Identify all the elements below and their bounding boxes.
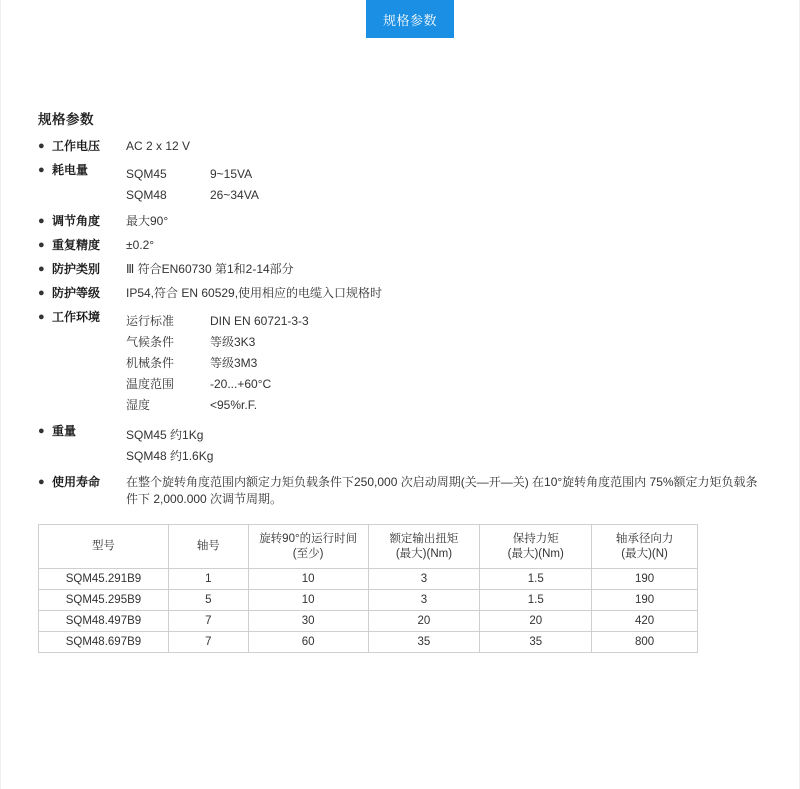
cell-model: SQM45.295B9 bbox=[39, 590, 169, 611]
environment-value-3: -20...+60°C bbox=[210, 377, 272, 391]
spec-label-voltage: 工作电压 bbox=[52, 139, 101, 153]
bullet-icon: ● bbox=[38, 215, 45, 227]
weight-value-2: SQM48 约1.6Kg bbox=[126, 449, 214, 463]
environment-key-1: 气候条件 bbox=[126, 335, 175, 349]
cell-model: SQM45.291B9 bbox=[39, 569, 169, 590]
table-header-holding-line1: 保持力矩 bbox=[512, 532, 559, 545]
spec-label-service-life: 使用寿命 bbox=[52, 475, 101, 489]
table-header-runtime-line1: 旋转90°的运行时间 bbox=[259, 532, 358, 545]
table-header-shaft-line1: 轴号 bbox=[196, 540, 220, 552]
spec-label-angle: 调节角度 bbox=[52, 214, 101, 228]
table-header-model bbox=[39, 525, 169, 569]
spec-item-angle bbox=[38, 213, 762, 230]
spec-value-protection-class: Ⅲ 符合EN60730 第1和2-14部分 bbox=[126, 262, 294, 276]
spec-value-protection-level: IP54,符合 EN 60529,使用相应的电缆入口规格时 bbox=[126, 286, 383, 300]
spec-label-weight: 重量 bbox=[52, 424, 77, 438]
environment-standard-value: DIN EN 60721-3-3 bbox=[210, 314, 309, 328]
table-header-radial-line1: 轴承径向力 bbox=[615, 532, 674, 545]
cell-torque: 20 bbox=[368, 611, 480, 632]
tab-specifications-label: 规格参数 bbox=[382, 12, 437, 28]
spec-item-weight bbox=[38, 423, 762, 467]
spec-item-protection-level bbox=[38, 285, 762, 302]
power-model-2: SQM48 bbox=[126, 188, 167, 202]
spec-label-power: 耗电量 bbox=[52, 163, 89, 177]
cell-runtime: 30 bbox=[248, 611, 368, 632]
cell-holding: 35 bbox=[480, 632, 592, 653]
bullet-icon: ● bbox=[38, 263, 45, 275]
power-model-1: SQM45 bbox=[126, 167, 167, 181]
spec-value-angle: 最大90° bbox=[126, 214, 169, 228]
cell-torque: 3 bbox=[368, 569, 480, 590]
spec-value-service-life: 在整个旋转角度范围内额定力矩负载条件下250,000 次启动周期(关—开—关) 在10°旋转角度范围内 75%额定力矩负载条件下 2,000.000 次调节周期。 bbox=[126, 475, 758, 506]
cell-torque: 3 bbox=[368, 590, 480, 611]
weight-value-1: SQM45 约1Kg bbox=[126, 428, 204, 442]
table-header-radial-line2: (最大)(N) bbox=[621, 547, 668, 560]
cell-torque: 35 bbox=[368, 632, 480, 653]
environment-value-2: 等级3M3 bbox=[210, 356, 258, 370]
cell-radial: 420 bbox=[592, 611, 698, 632]
cell-holding: 20 bbox=[480, 611, 592, 632]
tab-specifications[interactable] bbox=[366, 0, 454, 38]
bullet-icon: ● bbox=[38, 140, 45, 152]
cell-radial: 800 bbox=[592, 632, 698, 653]
page-edge-left bbox=[0, 0, 1, 789]
cell-shaft: 1 bbox=[168, 569, 248, 590]
table-header-runtime bbox=[248, 525, 368, 569]
bullet-icon: ● bbox=[38, 287, 45, 299]
table-header-torque-line2: (最大)(Nm) bbox=[395, 547, 453, 560]
table-header-holding-line2: (最大)(Nm) bbox=[507, 547, 564, 560]
table-row bbox=[39, 632, 698, 653]
table-row bbox=[39, 611, 698, 632]
cell-shaft: 7 bbox=[168, 611, 248, 632]
environment-key-3: 温度范围 bbox=[126, 377, 175, 391]
cell-runtime: 10 bbox=[248, 569, 368, 590]
table-header-row bbox=[39, 525, 698, 569]
cell-model: SQM48.497B9 bbox=[39, 611, 169, 632]
cell-runtime: 10 bbox=[248, 590, 368, 611]
environment-value-4: <95%r.F. bbox=[210, 398, 258, 412]
table-header-model-line1: 型号 bbox=[91, 540, 115, 552]
environment-key-4: 湿度 bbox=[126, 398, 151, 412]
table-header-torque bbox=[368, 525, 480, 569]
bullet-icon: ● bbox=[38, 239, 45, 251]
cell-radial: 190 bbox=[592, 590, 698, 611]
cell-shaft: 5 bbox=[168, 590, 248, 611]
spec-list bbox=[38, 138, 762, 508]
spec-label-environment: 工作环境 bbox=[52, 310, 101, 324]
table-row bbox=[39, 569, 698, 590]
spec-label-protection-level: 防护等级 bbox=[52, 286, 101, 300]
spec-item-repeat-accuracy bbox=[38, 237, 762, 254]
power-value-2: 26~34VA bbox=[210, 188, 259, 202]
cell-runtime: 60 bbox=[248, 632, 368, 653]
cell-radial: 190 bbox=[592, 569, 698, 590]
cell-shaft: 7 bbox=[168, 632, 248, 653]
environment-standard-key: 运行标准 bbox=[126, 314, 175, 328]
power-value-1: 9~15VA bbox=[210, 167, 253, 181]
table-header bbox=[39, 525, 698, 569]
environment-key-2: 机械条件 bbox=[126, 356, 175, 370]
cell-holding: 1.5 bbox=[480, 590, 592, 611]
tab-bar bbox=[0, 0, 800, 38]
cell-holding: 1.5 bbox=[480, 569, 592, 590]
spec-value-repeat-accuracy: ±0.2° bbox=[126, 238, 155, 252]
spec-item-protection-class bbox=[38, 261, 762, 278]
table-header-shaft bbox=[168, 525, 248, 569]
spec-item-voltage bbox=[38, 138, 762, 155]
table-header-radial bbox=[592, 525, 698, 569]
table-header-torque-line1: 额定输出扭矩 bbox=[389, 532, 459, 545]
table-body bbox=[39, 569, 698, 653]
spec-label-repeat-accuracy: 重复精度 bbox=[52, 238, 101, 252]
table-header-holding bbox=[480, 525, 592, 569]
environment-value-1: 等级3K3 bbox=[210, 335, 256, 349]
bullet-icon: ● bbox=[38, 425, 45, 437]
table-header-runtime-line2: (至少) bbox=[292, 547, 324, 560]
bullet-icon: ● bbox=[38, 164, 45, 176]
page-title: 规格参数 bbox=[38, 112, 94, 127]
table-row bbox=[39, 590, 698, 611]
spec-item-power bbox=[38, 162, 762, 206]
spec-item-service-life bbox=[38, 474, 762, 508]
spec-value-voltage: AC 2 x 12 V bbox=[126, 139, 191, 153]
bullet-icon: ● bbox=[38, 476, 45, 488]
spec-label-protection-class: 防护类别 bbox=[52, 262, 101, 276]
spec-item-environment bbox=[38, 309, 762, 416]
specifications-table bbox=[38, 524, 698, 653]
cell-model: SQM48.697B9 bbox=[39, 632, 169, 653]
specifications-content bbox=[38, 108, 762, 653]
bullet-icon: ● bbox=[38, 311, 45, 323]
